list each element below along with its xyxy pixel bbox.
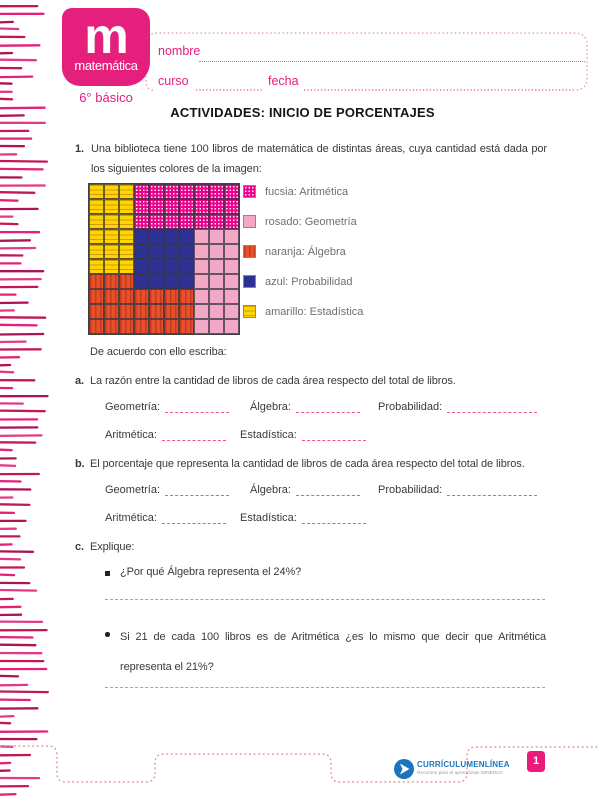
grid-cell [149,229,164,244]
field-probabilidad [378,401,537,413]
grid-cell [179,244,194,259]
grid-cell [209,199,224,214]
grid-cell [164,229,179,244]
grid-cell [224,319,239,334]
grid-cell [224,289,239,304]
grid-cell [149,304,164,319]
curso-label: curso [158,74,189,88]
field-estadistica [240,512,366,524]
grid-cell [179,214,194,229]
grid-cell [104,199,119,214]
grid-cell [149,289,164,304]
answer-blank[interactable] [162,429,226,441]
grid-cell [119,184,134,199]
grid-cell [89,184,104,199]
bullet-question-2: Si 21 de cada 100 libros es de Aritmética ¿es lo mismo que decir que Aritmética representa el 21%? [120,631,546,673]
answer-blank[interactable] [165,484,229,496]
section-c [75,541,547,553]
grid-cell [164,214,179,229]
grid-cell [194,184,209,199]
field-geometria [105,484,229,496]
grid-cell [224,214,239,229]
grid-cell [134,319,149,334]
grid-cell [134,289,149,304]
field-algebra [250,401,360,413]
field-label: Estadística: [240,512,297,524]
grid-cell [134,214,149,229]
grid-cell [224,274,239,289]
grid-cell [224,304,239,319]
bullet-question-1: ¿Por qué Álgebra representa el 24%? [120,566,302,578]
grid-cell [104,304,119,319]
grid-cell [179,199,194,214]
grid-cell [179,259,194,274]
books-grid [88,183,240,335]
grid-cell [164,274,179,289]
grid-cell [89,289,104,304]
question-number: 1. [75,143,84,155]
legend-label: naranja: Álgebra [265,245,346,258]
grid-cell [164,199,179,214]
grid-cell [209,274,224,289]
grid-cell [224,244,239,259]
grid-cell [104,259,119,274]
field-geometria [105,401,229,413]
grid-cell [194,319,209,334]
grid-cell [134,184,149,199]
grid-cell [179,319,194,334]
nombre-label: nombre [158,44,201,58]
grid-cell [209,229,224,244]
question-text: Una biblioteca tiene 100 libros de matemática de distintas áreas, cuya cantidad está dada por los siguientes colores de la imagen: [91,143,547,175]
grid-cell [149,274,164,289]
grid-cell [104,214,119,229]
legend-item [243,305,363,318]
grid-cell [194,244,209,259]
legend-swatch-rosado-icon [243,215,256,228]
grid-cell [194,199,209,214]
legend-label: amarillo: Estadística [265,305,364,318]
grid-cell [89,244,104,259]
grid-cell [89,319,104,334]
field-probabilidad [378,484,537,496]
field-algebra [250,484,360,496]
grid-cell [194,229,209,244]
grid-cell [134,199,149,214]
field-aritmetica [105,512,226,524]
grid-cell [134,244,149,259]
grid-cell [119,289,134,304]
field-estadistica [240,429,366,441]
grid-cell [119,319,134,334]
grid-cell [89,229,104,244]
grid-cell [89,259,104,274]
binding-scribbles [0,0,56,800]
field-aritmetica [105,429,226,441]
grid-cell [164,289,179,304]
section-letter: a. [75,375,84,387]
answer-blank[interactable] [296,401,360,413]
grid-cell [149,244,164,259]
grid-cell [179,184,194,199]
fecha-label: fecha [268,74,299,88]
grid-cell [119,229,134,244]
grid-cell [164,304,179,319]
grid-cell [179,274,194,289]
grid-cell [89,304,104,319]
legend-label: azul: Probabilidad [265,275,353,288]
question-1 [75,139,547,179]
grid-cell [119,304,134,319]
grid-cell [224,184,239,199]
answer-blank[interactable] [447,401,537,413]
instruction-text: De acuerdo con ello escriba: [90,346,227,358]
legend-swatch-naranja-icon [243,245,256,258]
legend-item [243,185,363,198]
logo-grade: 6° básico [79,90,133,105]
grid-cell [89,214,104,229]
grid-cell [149,199,164,214]
grid-cell [149,319,164,334]
grid-legend [243,185,363,335]
grid-cell [209,259,224,274]
field-label: Geometría: [105,484,161,496]
section-text: El porcentaje que representa la cantidad de libros de cada área respecto del total de libros. [90,458,525,470]
grid-cell [179,289,194,304]
legend-swatch-azul-icon [243,275,256,288]
subject-logo [62,8,150,86]
section-letter: c. [75,541,84,553]
grid-cell [134,229,149,244]
grid-cell [209,244,224,259]
field-label: Estadística: [240,429,297,441]
grid-cell [104,319,119,334]
grid-cell [209,289,224,304]
grid-cell [164,259,179,274]
grid-cell [119,259,134,274]
grid-cell [194,289,209,304]
grid-cell [164,244,179,259]
curriculum-brand-text: CURRÍCULUMENLÍNEA [417,760,510,769]
grid-cell [119,214,134,229]
grid-cell [179,229,194,244]
grid-cell [179,304,194,319]
field-label: Probabilidad: [378,401,443,413]
answer-line[interactable] [105,599,545,600]
answer-blank[interactable] [296,484,360,496]
legend-item [243,215,363,228]
square-bullet-icon [105,571,110,576]
field-label: Probabilidad: [378,484,443,496]
answer-blank[interactable] [302,512,366,524]
legend-label: rosado: Geometría [265,215,357,228]
grid-cell [119,274,134,289]
section-b [75,458,555,470]
grid-cell [89,274,104,289]
grid-cell [224,259,239,274]
grid-cell [209,304,224,319]
grid-cell [134,304,149,319]
section-text: La razón entre la cantidad de libros de cada área respecto del total de libros. [90,375,456,387]
grid-cell [209,319,224,334]
legend-item [243,275,363,288]
answer-blank[interactable] [447,484,537,496]
field-label: Aritmética: [105,429,157,441]
legend-swatch-amarillo-icon [243,305,256,318]
section-letter: b. [75,458,85,470]
grid-cell [149,214,164,229]
answer-blank[interactable] [302,429,366,441]
grid-cell [89,199,104,214]
grid-cell [119,244,134,259]
grid-cell [119,199,134,214]
logo-subject: matemática [74,58,138,73]
section-a [75,375,547,387]
grid-cell [104,229,119,244]
field-label: Álgebra: [250,401,291,413]
circle-bullet-icon [105,632,110,637]
grid-cell [209,214,224,229]
nombre-field-line[interactable] [199,47,585,62]
legend-item [243,245,363,258]
page-title: ACTIVIDADES: INICIO DE PORCENTAJES [170,105,435,120]
grid-cell [149,184,164,199]
grid-cell [194,259,209,274]
answer-blank[interactable] [165,401,229,413]
grid-cell [164,184,179,199]
field-label: Álgebra: [250,484,291,496]
grid-cell [209,184,224,199]
curriculum-logo-arrow-icon [393,758,415,780]
grid-cell [194,274,209,289]
curriculum-tagline: Recursos para el aprendizaje MINEDUC [417,770,504,775]
answer-blank[interactable] [162,512,226,524]
grid-cell [194,214,209,229]
grid-cell [134,274,149,289]
grid-cell [224,229,239,244]
grid-cell [134,259,149,274]
legend-swatch-fucsia-icon [243,185,256,198]
logo-letter: m [84,8,128,64]
answer-line[interactable] [105,687,545,688]
grid-cell [149,259,164,274]
field-label: Aritmética: [105,512,157,524]
grid-cell [104,274,119,289]
grid-cell [194,304,209,319]
legend-label: fucsia: Aritmética [265,185,349,198]
section-text: Explique: [90,541,135,553]
grid-cell [104,184,119,199]
page-number-badge: 1 [527,751,545,772]
grid-cell [164,319,179,334]
field-label: Geometría: [105,401,161,413]
grid-cell [224,199,239,214]
grid-cell [104,244,119,259]
grid-cell [104,289,119,304]
